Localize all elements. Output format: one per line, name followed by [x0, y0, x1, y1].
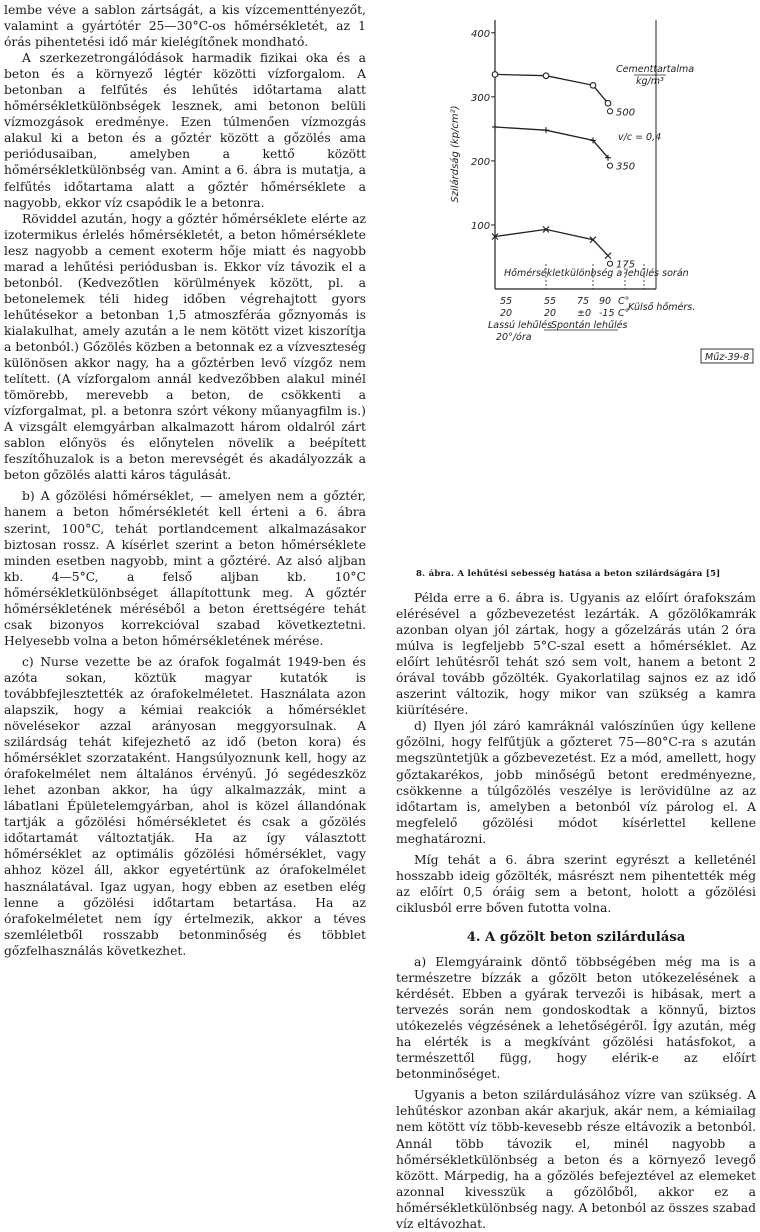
data-point-500: [543, 73, 549, 79]
y-tick-label: 400: [471, 28, 491, 40]
x-label-inner: -15: [599, 308, 615, 319]
curve-label-350: 350: [616, 161, 636, 173]
section-title: 4. A gőzölt beton szilárdulása: [466, 929, 686, 945]
legend-wc: v/c = 0,4: [618, 132, 662, 143]
series-line-175: [495, 229, 608, 255]
x-label-outer: 90: [599, 296, 612, 307]
series-line-500: [495, 74, 608, 103]
x-label-inner: ±0: [577, 308, 592, 319]
data-point-350: [543, 127, 549, 133]
data-point-500: [492, 72, 498, 78]
paragraph: A szerkezetrongálódások harmadik fizikai oka és a beton és a környező légtér közötti vízforgalom. A betonban a felfűtés és lehűtés időtartama alatt hőmérsékletkülönbségek lesznek, ami betonon belüli vízmozgások eredménye. Ezen túlmenően vízmozgás alakul ki a beton és a gőztér között a gőzölés ama periódusaiban, amelyben a kettő között hőmérsékletkülönbség van. Amint a 6. ábra is mutatja, a felfűtés időtartama alatt a gőztér hőmérséklete a nagyobb, ekkor víz csapódik le a betonra.: [4, 51, 366, 210]
paragraph: a) Elemgyáraink döntő többségében még ma is a természetre bízzák a gőzölt beton utókezelésének a kérdését. Ebben a gyárak tervezői is hibásak, mert a tervezés során nem gondoskodtak a könnyű, biztos utókezelés végzésének a lehetőségéről. Így azután, még ha elérték is a megkívánt gőzölési hatásfokot, a természettől függ, hogy elérik-e az előírt betonminőséget.: [396, 954, 756, 1082]
section-paragraphs: [396, 954, 756, 1232]
x-label-inner: 20: [500, 308, 513, 319]
x-label-outer: C°: [618, 296, 630, 307]
end-marker-350: [607, 163, 612, 168]
curve-label-175: 175: [616, 259, 636, 271]
x-label-inner: 20: [544, 308, 557, 319]
end-marker-500: [607, 109, 612, 114]
legend-cement: Cementtartalma: [616, 64, 695, 75]
left-column: [4, 2, 366, 959]
y-axis-label: Szilárdság (kp/cm²): [450, 105, 461, 203]
y-tick-label: 300: [471, 92, 491, 104]
x-outer-label: Külső hőmérs.: [628, 302, 696, 313]
x-group-2: Spontán lehűlés: [551, 320, 628, 331]
x-group-1-rate: 20°/óra: [496, 332, 532, 343]
paragraph: b) A gőzölési hőmérséklet, — amelyen nem a gőztér, hanem a beton hőmérsékletét kell érteni a 6. ábra szerint, 100°C, tehát portlandcement alkalmazásakor biztosan rossz. A kísérlet szerint a beton hőmérséklete minden esetben nagyobb, mint a gőztéré. Az alsó aljban kb. 4—5°C, a felső aljban kb. 10°C hőmérsékletkülönbséget állapítottunk meg. A gőztér hőmérsékletének méréséből a beton érettségére tehát csak bizonyos korrekcióval szabad következtetni. Helyesebb volna a beton hőmérsékletének mérése.: [4, 489, 366, 648]
paragraph: lembe véve a sablon zártságát, a kis vízcementtényezőt, valamint a gyártótér 25—30°C-os hőmérsékletét, az 1 órás pihentetési idő már kielégítőnek mondható.: [4, 3, 366, 50]
paragraph: d) Ilyen jól záró kamráknál valószínűen úgy kellene gőzölni, hogy felfűtjük a gőzteret 75—80°C-ra s azután megszüntetjük a gőzbevezetést. Ez a mód, amellett, hogy gőztakarékos, jobb minőségű betont eredményezne, csökkenne a túlgőzölés veszélye is lerövidülne az az időtartam is, amelyben a betonból víz párolog el. A megfelelő gőzölési módot kísérlettel kellene meghatározni.: [396, 719, 756, 846]
right-paragraphs: [396, 590, 756, 916]
legend-cement-unit: kg/m³: [636, 76, 664, 87]
y-tick-label: 100: [471, 220, 491, 232]
data-point-500: [605, 100, 611, 106]
data-point-175: [605, 253, 611, 259]
paragraph: Röviddel azután, hogy a gőztér hőmérséklete elérte az izotermikus érlelés hőmérsékletét, a beton hőmérséklete lesz nagyobb a cement exoterm hője miatt és nagyobb marad a lehűtési periódusban is. Ekkor víz távozik el a betonból. (Kedvezőtlen körülmények között, pl. a betonelemek téli hideg időben végrehajtott gyors lehűtésekor a betonban 1,5 atmoszféráa gőznyomás is kialakulhat, amely azután a le nem kötött vizet kiszorítja a betonból.) Gőzölés közben a betonnak ez a vízveszteség különösen akkor nagy, ha a gőztérben levő vízgőz nem telített. (A vízforgalom annál kedvezőbben alakul minél tömörebb, merevebb a beton, de csökkenti a vízforgalmat, pl. a betonra szórt vékony műanyagfilm is.) A vizsgált elemgyárban alkalmazott három oldalról zárt sablon előnyös és előnytelen növelik a beépített feszítőhuzalok is a beton merevségét és akadályozzák a beton gőzölés alatti káros tágulását.: [4, 211, 366, 483]
paragraph: c) Nurse vezette be az órafok fogalmát 1949-ben és azóta sokan, köztük magyar kutatók is továbbfejlesztették az órafokelméletet. Használata azon alapszik, hogy a kémiai reakciók a hőmérséklet növelésekor azzal arányosan meggyorsulnak. A szilárdság tehát kifejezhető az idő (beton kora) és hőmérséklet szorzataként. Hangsúlyoznunk kell, hogy az órafokelmélet nem általános érvényű. Jó segédeszköz lehet azonban akkor, ha úgy alkalmazzák, mint a lábatlani Épületelemgyárban, ahol is közel állandónak tartják a gőzölési hőmérsékletet és csak a gőzölés időtartamát változtatják. Ha az így választott hőmérséklet az optimális gőzölési hőmérséklet, vagy ahhoz közel áll, akkor egyetértünk az órafokelmélet használatával. Igaz ugyan, hogy ebben az esetben elég lenne a gőzölési időtartam betartása. Ha az órafokelméletet nem így értelmezik, akkor a téves szemléletből rosszabb betonminőség és többlet gőzfelhasználás következhet.: [4, 654, 366, 958]
curve-label-500: 500: [616, 107, 636, 119]
internal-axis-label: Hőmérsékletkülönbség a lehűlés során: [504, 268, 689, 279]
figure-caption: 8. ábra. A lehűtési sebesség hatása a beton szilárdságára [5]: [416, 569, 721, 579]
right-column: [396, 590, 756, 1232]
series-line-350: [495, 127, 608, 158]
y-tick-label: 200: [471, 156, 491, 168]
figure-8: [396, 4, 756, 586]
paragraph: Míg tehát a 6. ábra szerint egyrészt a kelleténél hosszabb ideig gőzölték, másrészt nem pihentették még az előírt 0,5 óráig sem a betont, holott a gőzölési ciklusból erre bőven futotta volna.: [396, 852, 756, 915]
x-label-inner: C°: [618, 308, 630, 319]
x-label-outer: 75: [577, 296, 590, 307]
data-point-500: [590, 83, 596, 89]
strength-chart: [396, 4, 756, 586]
stamp-text: Műz-39-8: [705, 352, 750, 363]
paragraph: Példa erre a 6. ábra is. Ugyanis az előírt órafokszám elérésével a gőzbevezetést lezárták. A gőzölőkamrák azonban olyan jól zártak, hogy a gőzelzárás után 2 óra múlva is legfeljebb 5°C-szal esett a hőmérséklet. Az előírt lehűtésről tehát szó sem volt, hanem a betont 2 órával tovább gőzölték. Gyakorlatilag sajnos ez az idő aszerint változik, hogy mikor van szükség a kamra kiürítésére.: [396, 591, 756, 718]
x-label-outer: 55: [500, 296, 513, 307]
data-point-350: [492, 124, 498, 130]
x-group-1: Lassú lehűlés: [488, 320, 553, 331]
end-marker-175: [607, 261, 612, 266]
x-label-outer: 55: [544, 296, 557, 307]
paragraph: Ugyanis a beton szilárdulásához vízre van szükség. A lehűtéskor azonban akár akarjuk, akár nem, a kémiailag nem kötött víz több-kevesebb része eltávozik a betonból. Annál több távozik el, minél nagyobb a hőmérsékletkülönbség a beton és a környező levegő között. Márpedig, ha a gőzölés befejeztével az elemeket azonnal kivesszük a gőzölőből, akkor ez a hőmérsékletkülönbség nagy. A betonból az összes szabad víz eltávozhat.: [396, 1088, 756, 1231]
